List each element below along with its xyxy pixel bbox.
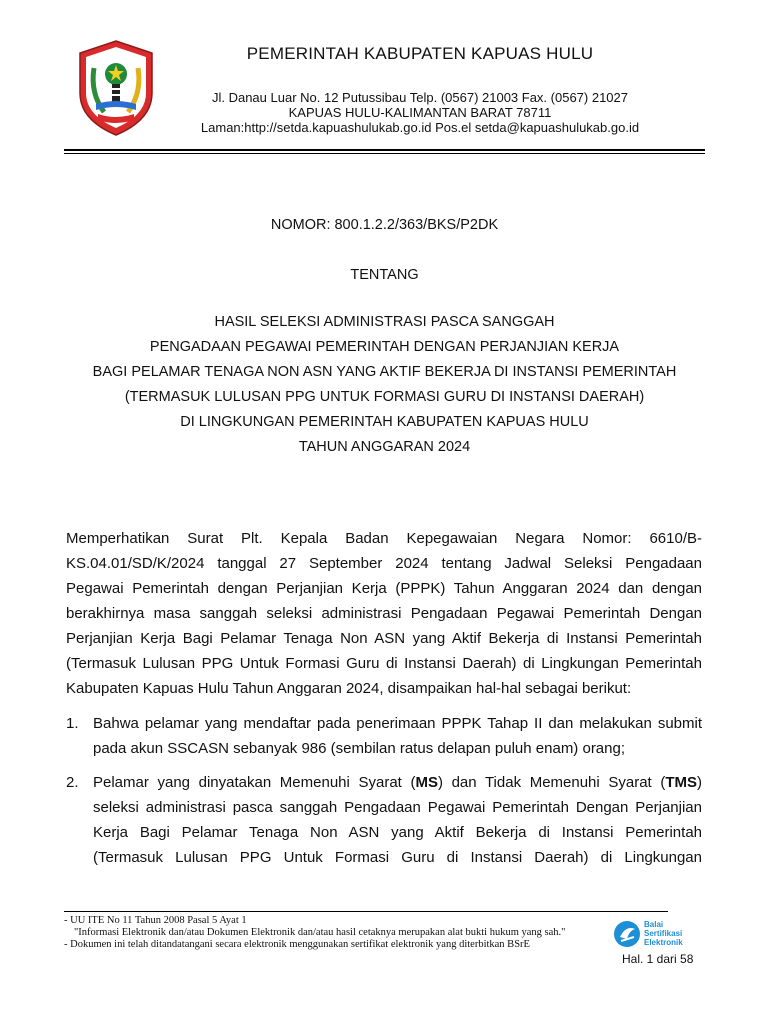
list-line: Bahwa pelamar yang mendaftar pada penerimaan PPPK Tahap II dan melakukan submit [93,715,702,732]
bsre-text-line: Sertifikasi [644,929,683,938]
subject-line: BAGI PELAMAR TENAGA NON ASN YANG AKTIF BEKERJA DI INSTANSI PEMERINTAH [92,364,677,380]
subject-line: DI LINGKUNGAN PEMERINTAH KABUPATEN KAPUAS HULU [180,414,589,430]
text-run: ) [697,774,703,791]
tentang-label: TENTANG [350,267,419,283]
kapuas-hulu-emblem-icon [74,38,158,138]
subject-line: TAHUN ANGGARAN 2024 [298,439,471,455]
subject-line: PENGADAAN PEGAWAI PEMERINTAH DENGAN PERJANJIAN KERJA [149,339,620,355]
paragraph-line: KS.04.01/SD/K/2024 tanggal 27 September 2024 tentang Jadwal Seleksi Pengadaan [66,555,702,572]
subject-line: HASIL SELEKSI ADMINISTRASI PASCA SANGGAH [214,314,555,330]
agency-region: KAPUAS HULU-KALIMANTAN BARAT 78711 [288,105,552,120]
document-subject [64,310,705,460]
list-item-1 [66,711,702,761]
list-item-2 [66,770,702,870]
agency-address: Jl. Danau Luar No. 12 Putussibau Telp. (0567) 21003 Fax. (0567) 21027 [211,90,629,105]
paragraph-line: Perjanjian Kerja Bagi Pelamar Tenaga Non ASN yang Aktif Bekerja di Instansi Pemerintah [66,630,702,647]
text-run: ) dan Tidak Memenuhi Syarat ( [437,774,666,791]
agency-contact: Laman:http://setda.kapuashulukab.go.id Pos.el setda@kapuashulukab.go.id [200,120,640,135]
bsre-logo-icon [612,917,704,951]
footnote-signature: - Dokumen ini telah ditandatangani secara elektronik menggunakan sertifikat elektronik yang diterbitkan BSrE [64,939,530,950]
subject-line: (TERMASUK LULUSAN PPG UNTUK FORMASI GURU DI INSTANSI DAERAH) [124,389,645,405]
paragraph-line: Pegawai Pemerintah dengan Perjanjian Kerja (PPPK) Tahun Anggaran 2024 dan dengan [66,580,702,597]
list-line: (Termasuk Lulusan PPG Untuk Formasi Guru di Instansi Daerah) di Lingkungan [93,849,702,866]
paragraph-line: Kabupaten Kapuas Hulu Tahun Anggaran 2024, disampaikan hal-hal sebagai berikut: [66,680,632,697]
list-line [93,770,702,795]
intro-paragraph [66,526,702,701]
page-number: Hal. 1 dari 58 [622,952,694,966]
letterhead-rule-thick [64,149,705,151]
list-number: 2. [66,774,79,791]
footer-rule [64,911,668,912]
footnote-quote: "Informasi Elektronik dan/atau Dokumen Elektronik dan/atau hasil cetaknya merupakan alat bukti hukum yang sah." [74,927,566,938]
paragraph-line: berakhirnya masa sanggah seleksi administrasi Pengadaan Pegawai Pemerintah Dengan [66,605,702,622]
letterhead-rule-thin [64,153,705,154]
bsre-text-line: Elektronik [644,938,683,947]
list-line: Kerja Bagi Pelamar Tenaga Non ASN yang Aktif Bekerja di Instansi Pemerintah [93,824,702,841]
agency-title: PEMERINTAH KABUPATEN KAPUAS HULU [246,44,594,63]
paragraph-line: Memperhatikan Surat Plt. Kepala Badan Kepegawaian Negara Nomor: 6610/B- [66,530,702,547]
list-number: 1. [66,715,79,732]
document-number: NOMOR: 800.1.2.2/363/BKS/P2DK [270,217,499,233]
list-line: pada akun SSCASN sebanyak 986 (sembilan ratus delapan puluh enam) orang; [93,740,626,757]
ms-label: MS [415,774,438,791]
text-run: Pelamar yang dinyatakan Memenuhi Syarat ( [93,774,416,791]
paragraph-line: (Termasuk Lulusan PPG Untuk Formasi Guru di Instansi Daerah) di Lingkungan Pemerintah [66,655,702,672]
footnote-law: - UU ITE No 11 Tahun 2008 Pasal 5 Ayat 1 [64,915,247,926]
list-line: seleksi administrasi pasca sanggah Pengadaan Pegawai Pemerintah Dengan Perjanjian [93,799,702,816]
bsre-text-line: Balai [644,920,664,929]
tms-label: TMS [665,774,698,791]
